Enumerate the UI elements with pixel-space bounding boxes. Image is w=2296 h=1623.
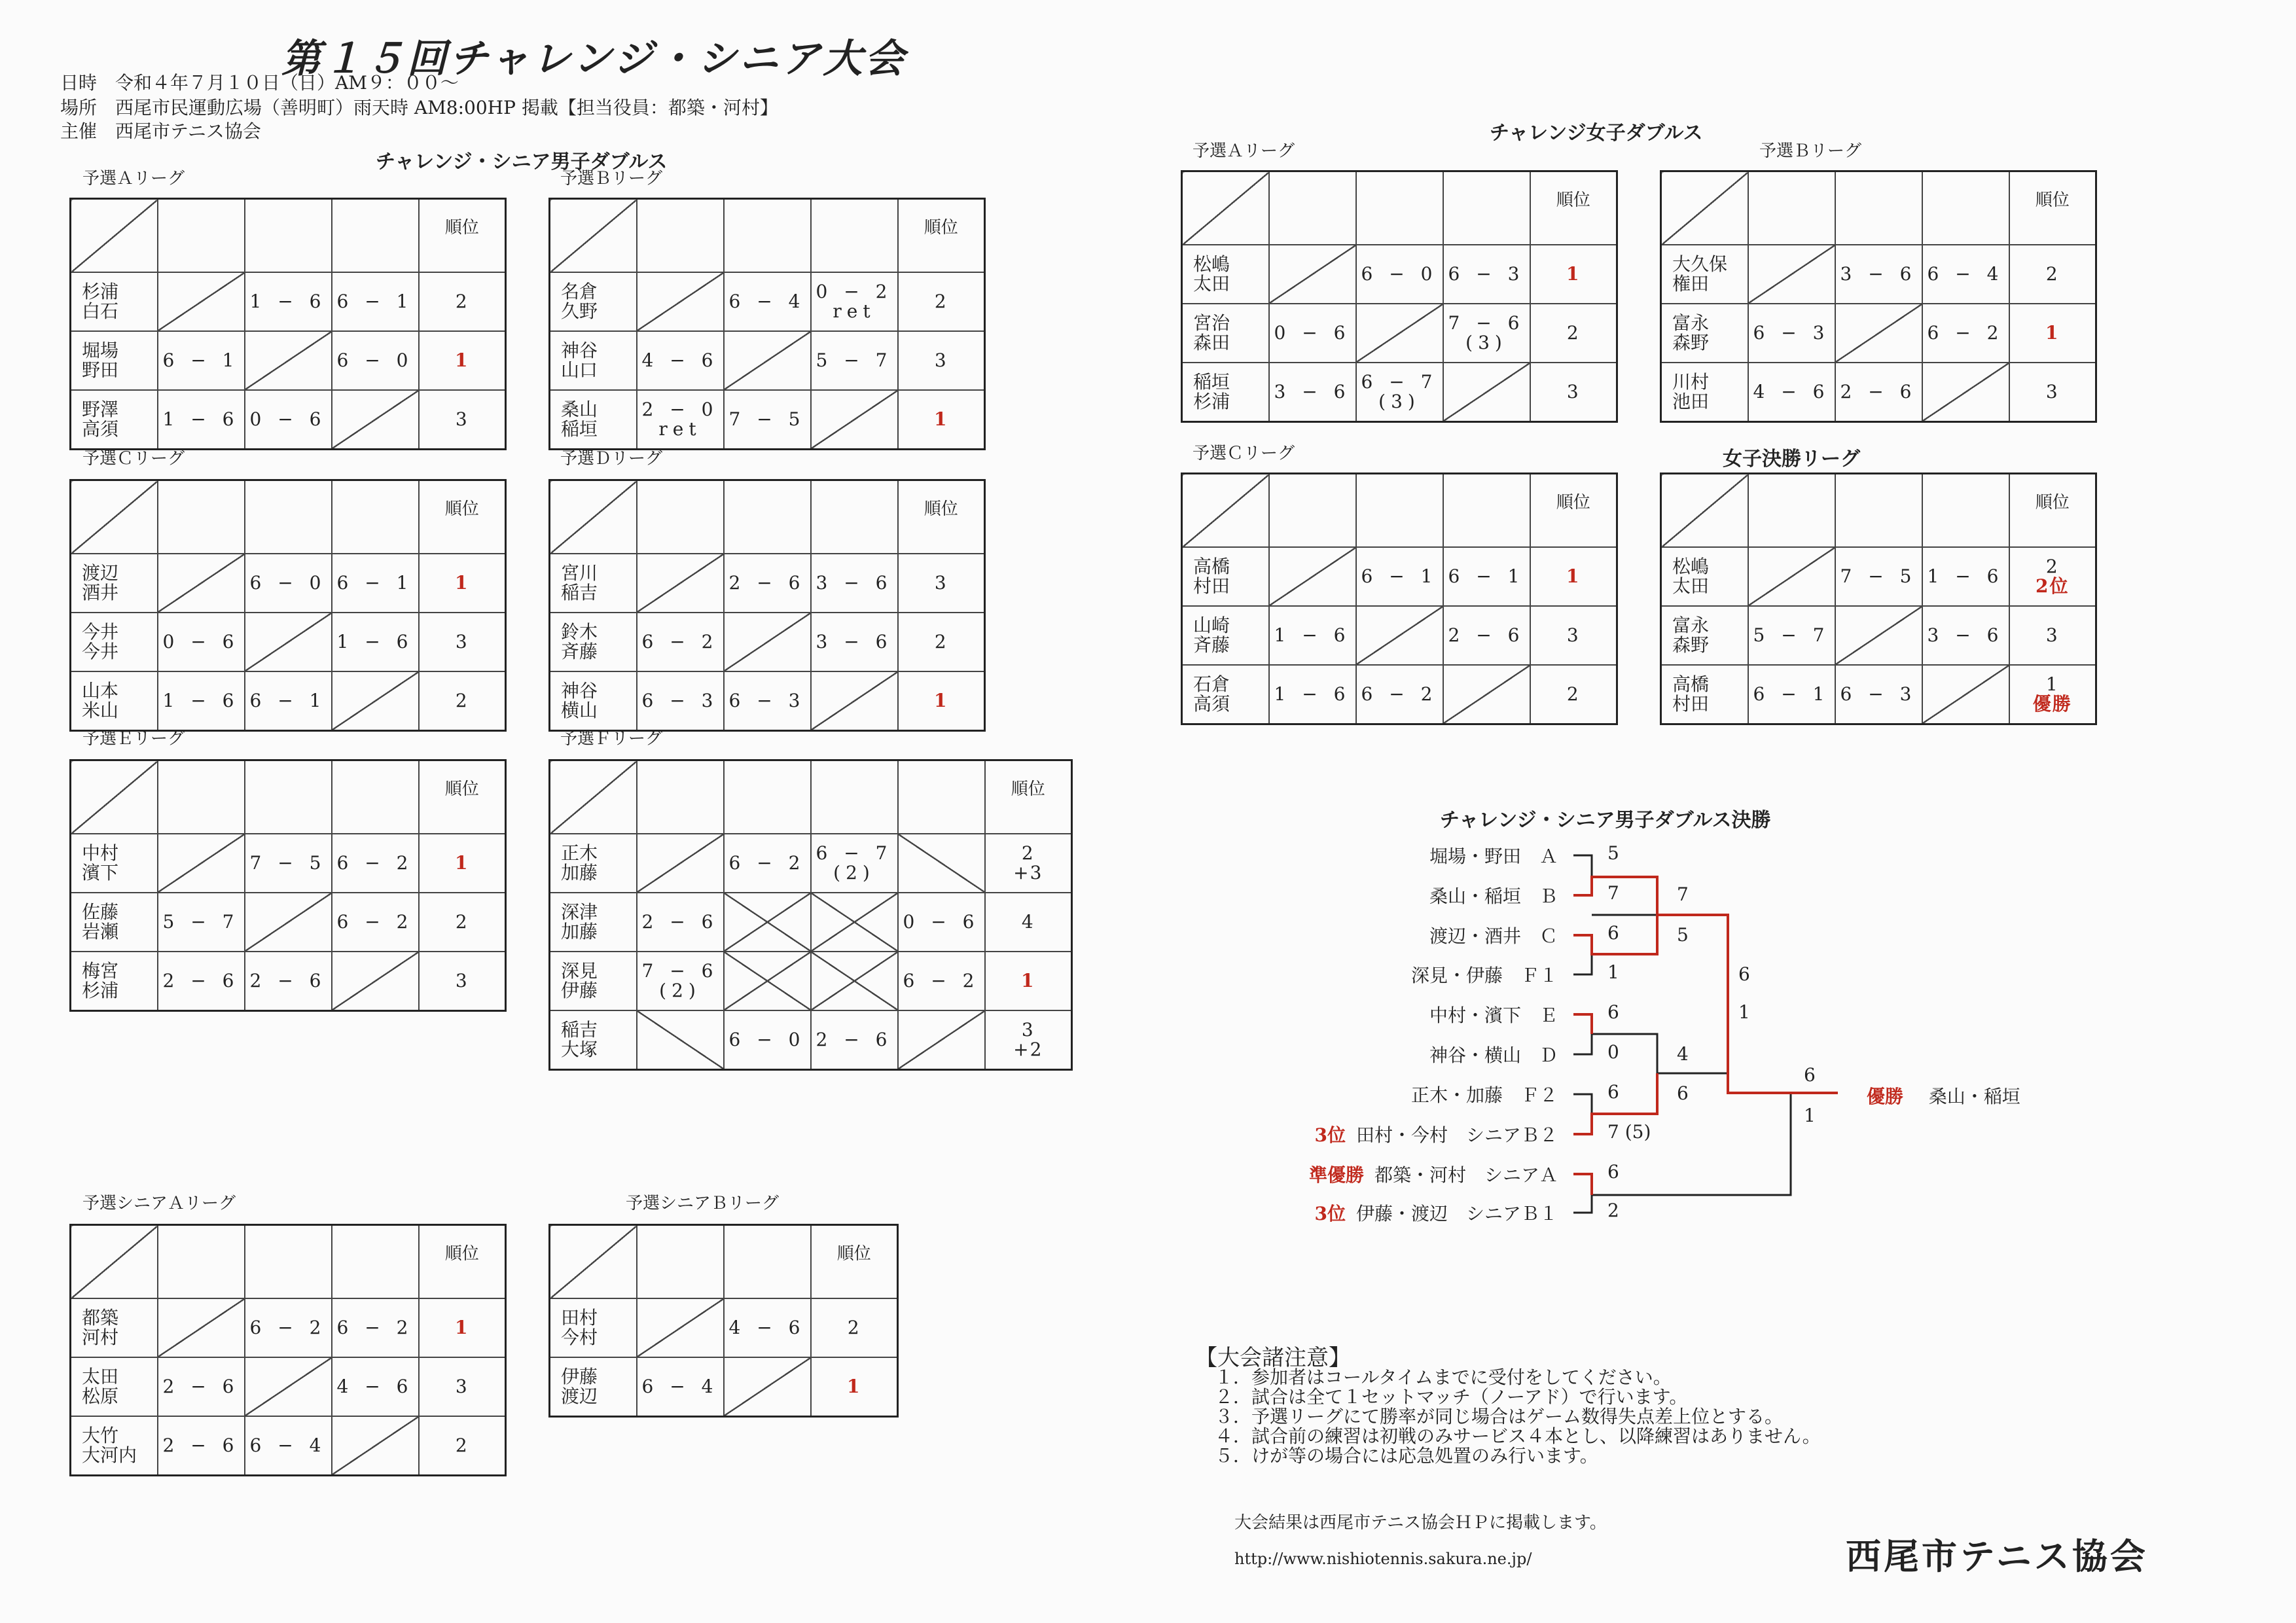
score-cell: 6 − 0	[245, 554, 332, 613]
score-cell: 5 − 7	[811, 331, 898, 390]
score-cell: 7 − 5	[1835, 547, 1922, 606]
score-cell: 7 − 6 (2)	[637, 952, 724, 1010]
score-cell: 2 − 6	[245, 952, 332, 1011]
rank-cell: 2	[898, 613, 985, 671]
bracket-entry	[1165, 842, 1558, 868]
rank-header: 順位	[419, 199, 506, 273]
bracket-team: 深見・伊藤 Ｆ１	[1410, 965, 1558, 986]
bracket-team: 神谷・横山 Ｄ	[1429, 1044, 1558, 1066]
round2-score: 4	[1677, 1043, 1689, 1065]
date-line: 日時 令和４年７月１０日（日）AM９：００～	[60, 72, 459, 94]
score-cell: 7 − 5	[245, 834, 332, 893]
footer-org: 西尾市テニス協会	[1846, 1536, 2148, 1577]
notes	[1195, 1345, 1821, 1467]
team-names: 宮川 稲吉	[550, 554, 637, 613]
bracket-entry	[1165, 1081, 1558, 1107]
score-cell: 0 − 2 ret	[811, 272, 898, 331]
rank-cell: 2	[1530, 665, 1617, 724]
score-cell: 6 − 1	[158, 331, 245, 390]
score-cell: 6 − 2	[637, 613, 724, 671]
team-names: 山本 米山	[71, 671, 158, 731]
semi-score: 6	[1738, 963, 1750, 985]
bracket-line	[1573, 855, 1592, 877]
rank-note: 2位	[2036, 575, 2070, 597]
score-cell: 6 − 7 (3)	[1356, 363, 1443, 422]
score-cell: 6 − 2	[724, 834, 811, 893]
score-cell: 2 − 6	[1835, 363, 1922, 422]
league-label: 予選Ｅリーグ	[82, 729, 185, 749]
bracket-entry	[1165, 1161, 1558, 1187]
score-cell: 1 − 6	[245, 272, 332, 331]
score-cell: 6 − 1	[332, 272, 419, 331]
team-names: 梅宮 杉浦	[71, 952, 158, 1011]
rank-cell: 3	[419, 390, 506, 450]
score-cell: 2 − 6	[637, 893, 724, 952]
rank-cell: 1	[811, 1357, 898, 1417]
bracket-entry	[1165, 1200, 1558, 1226]
team-names: 山崎 斉藤	[1182, 606, 1269, 665]
rank-header: 順位	[2009, 171, 2096, 245]
team-names: 田村 今村	[550, 1298, 637, 1357]
rank-cell: 3	[419, 1357, 506, 1416]
bracket-score: 5	[1607, 842, 1619, 864]
bracket-entry	[1165, 961, 1558, 988]
rank-header: 順位	[419, 760, 506, 834]
score-cell: 7 − 6 (3)	[1443, 304, 1530, 363]
note-item: ５．けが等の場合には応急処置のみ行います。	[1215, 1445, 1598, 1467]
bracket-score: 6	[1607, 1081, 1619, 1103]
rank-header: 順位	[898, 199, 985, 273]
page-title: 第１５回チャレンジ・シニア大会	[281, 36, 907, 82]
rank-cell: 1	[2009, 304, 2096, 363]
rank-cell: 3	[898, 554, 985, 613]
score-cell: 1 − 6	[1922, 547, 2009, 606]
team-names: 野澤 高須	[71, 390, 158, 450]
team-names: 高橋 村田	[1182, 547, 1269, 606]
rank-cell: 3	[419, 613, 506, 671]
score-cell: 6 − 3	[637, 671, 724, 731]
bracket-score: 7 (5)	[1607, 1121, 1651, 1143]
round2-score: 6	[1677, 1082, 1689, 1104]
bracket-team: 堀場・野田 Ａ	[1429, 846, 1558, 867]
bracket-score: 0	[1607, 1041, 1619, 1063]
score-cell: 0 − 6	[898, 893, 985, 952]
rank-cell: 1	[985, 952, 1072, 1010]
rank-cell: 2	[1530, 304, 1617, 363]
score-cell: 0 − 6	[1269, 304, 1356, 363]
rank-cell: 3	[2009, 363, 2096, 422]
rank-value: 1	[2045, 673, 2059, 695]
team-names: 富永 森野	[1661, 606, 1748, 665]
score-cell: 6 − 1	[245, 671, 332, 731]
rank-cell: 2	[2009, 245, 2096, 304]
team-names: 都築 河村	[71, 1298, 158, 1357]
league-label: 予選シニアＡリーグ	[82, 1194, 236, 1213]
rank-cell: 2	[419, 272, 506, 331]
score-cell: 6 − 7 (2)	[811, 834, 898, 893]
rank-header: 順位	[1530, 474, 1617, 548]
bracket-entry	[1165, 1041, 1558, 1067]
placement-label: 3位	[1314, 1203, 1346, 1224]
score-cell: 6 − 2	[1356, 665, 1443, 724]
score-cell: 3 − 6	[811, 613, 898, 671]
score-cell: 6 − 0	[1356, 245, 1443, 304]
league-label: 予選Ａリーグ	[1193, 141, 1295, 161]
team-names: 太田 松原	[71, 1357, 158, 1416]
rank-cell: 1	[419, 554, 506, 613]
note-item: ２．試合は全て１セットマッチ（ノーアド）で行います。	[1215, 1386, 1688, 1408]
score-cell: 4 − 6	[724, 1298, 811, 1357]
website-link[interactable]: http://www.nishiotennis.sakura.ne.jp/	[1234, 1550, 1532, 1568]
team-names: 中村 濱下	[71, 834, 158, 893]
score-cell: 2 − 6	[811, 1010, 898, 1070]
rank-cell: 2	[419, 893, 506, 952]
round2-score: 7	[1677, 883, 1689, 905]
bracket-line	[1573, 1034, 1592, 1054]
result-note: 大会結果は西尾市テニス協会ＨＰに掲載します。	[1234, 1513, 1607, 1533]
team-names: 松嶋 太田	[1661, 547, 1748, 606]
team-names: 高橋 村田	[1661, 665, 1748, 724]
score-cell: 5 − 7	[158, 893, 245, 952]
team-names: 川村 池田	[1661, 363, 1748, 422]
rank-header: 順位	[419, 1225, 506, 1299]
score-cell: 6 − 0	[724, 1010, 811, 1070]
team-names: 松嶋 太田	[1182, 245, 1269, 304]
team-names: 宮治 森田	[1182, 304, 1269, 363]
score-cell: 7 − 5	[724, 390, 811, 450]
women-section-title: チャレンジ女子ダブルス	[1490, 122, 1703, 145]
bracket-score: 2	[1607, 1200, 1619, 1221]
bracket-team: 伊藤・渡辺 シニアＢ１	[1355, 1203, 1558, 1224]
league-label: 予選Ｃリーグ	[1193, 444, 1295, 463]
team-names: 杉浦 白石	[71, 272, 158, 331]
bracket-title: チャレンジ・シニア男子ダブルス決勝	[1440, 809, 1771, 832]
score-cell: 4 − 6	[1748, 363, 1835, 422]
bracket-line	[1592, 1034, 1657, 1073]
bracket-score: 6	[1607, 1161, 1619, 1183]
score-cell: 6 − 2	[332, 834, 419, 893]
score-cell: 3 − 6	[1269, 363, 1356, 422]
bracket-line-winner	[1573, 1174, 1592, 1195]
score-cell: 6 − 3	[724, 671, 811, 731]
score-cell: 6 − 0	[332, 331, 419, 390]
rank-header: 順位	[2009, 474, 2096, 548]
score-cell: 6 − 3	[1835, 665, 1922, 724]
final-score: 1	[1804, 1105, 1816, 1126]
team-names: 深見 伊藤	[550, 952, 637, 1010]
bracket-line	[1573, 954, 1592, 974]
rank-header: 順位	[985, 760, 1072, 834]
placement-label: 準優勝	[1308, 1164, 1364, 1186]
score-cell: 6 − 2	[332, 893, 419, 952]
placement-label: 3位	[1314, 1124, 1346, 1146]
team-names: 鈴木 斉藤	[550, 613, 637, 671]
score-cell: 6 − 1	[1443, 547, 1530, 606]
score-cell: 2 − 0 ret	[637, 390, 724, 450]
league-label: 予選Ｂリーグ	[1759, 141, 1862, 161]
champion-label: 優勝	[1867, 1086, 1904, 1107]
score-cell: 6 − 2	[245, 1298, 332, 1357]
score-cell: 6 − 3	[1443, 245, 1530, 304]
bracket-entry	[1165, 882, 1558, 908]
league-label: 予選Ｂリーグ	[560, 169, 663, 188]
rank-cell: 3	[2009, 606, 2096, 665]
rank-cell: 1	[419, 834, 506, 893]
rank-note: 優勝	[2032, 693, 2072, 715]
league-label: 予選Ｃリーグ	[82, 449, 185, 469]
team-names: 今井 今井	[71, 613, 158, 671]
score-cell: 2 − 6	[158, 952, 245, 1011]
team-names: 伊藤 渡辺	[550, 1357, 637, 1417]
team-names: 富永 森野	[1661, 304, 1748, 363]
score-cell: 0 − 6	[245, 390, 332, 450]
note-item: １．参加者はコールタイムまでに受付をしてください。	[1215, 1366, 1672, 1388]
champion	[1867, 1082, 2020, 1109]
team-names: 佐藤 岩瀬	[71, 893, 158, 952]
score-cell: 1 − 6	[158, 671, 245, 731]
score-cell: 3 − 6	[1922, 606, 2009, 665]
bracket-team: 都築・河村 シニアＡ	[1374, 1164, 1558, 1186]
notes-heading: 【大会諸注意】	[1195, 1345, 1351, 1371]
rank-cell: 3	[419, 952, 506, 1011]
women-final-title: 女子決勝リーグ	[1723, 448, 1860, 471]
rank-header: 順位	[1530, 171, 1617, 245]
score-cell: 1 − 6	[158, 390, 245, 450]
rank-cell: 3	[898, 331, 985, 390]
score-cell: 2 − 6	[158, 1357, 245, 1416]
team-names: 正木 加藤	[550, 834, 637, 893]
rank-cell: 1	[419, 1298, 506, 1357]
bracket-line-winner	[1573, 1014, 1592, 1034]
score-cell: 3 − 6	[811, 554, 898, 613]
bracket-entry	[1165, 1001, 1558, 1027]
team-names: 大竹 大河内	[71, 1416, 158, 1476]
score-cell: 1 − 6	[1269, 606, 1356, 665]
team-names: 稲吉 大塚	[550, 1010, 637, 1070]
team-names: 桑山 稲垣	[550, 390, 637, 450]
rank-cell: 1	[1530, 245, 1617, 304]
league-label: 予選Ｄリーグ	[560, 449, 663, 469]
bracket-line	[1573, 1195, 1592, 1213]
bracket-entry	[1165, 922, 1558, 948]
league-label: 予選Ａリーグ	[82, 169, 185, 188]
score-cell: 4 − 6	[637, 331, 724, 390]
rank-cell: 4	[985, 893, 1072, 952]
score-cell: 6 − 4	[245, 1416, 332, 1476]
score-cell: 6 − 1	[1748, 665, 1835, 724]
note-item: ４．試合前の練習は初戦のみサービス４本とし、以降練習はありません。	[1215, 1425, 1821, 1447]
rank-cell: 2 +3	[985, 834, 1072, 893]
bracket-line	[1657, 1073, 1728, 1093]
score-cell: 6 − 1	[1356, 547, 1443, 606]
bracket-line	[1592, 915, 1657, 955]
rank-header: 順位	[898, 480, 985, 554]
team-names: 神谷 横山	[550, 671, 637, 731]
final-score: 6	[1804, 1064, 1816, 1086]
men-section-title: チャレンジ・シニア男子ダブルス	[376, 151, 668, 173]
rank-header: 順位	[419, 480, 506, 554]
score-cell: 4 − 6	[332, 1357, 419, 1416]
team-names: 石倉 高須	[1182, 665, 1269, 724]
rank-cell: 2	[419, 671, 506, 731]
team-names: 堀場 野田	[71, 331, 158, 390]
score-cell: 6 − 4	[1922, 245, 2009, 304]
score-cell: 6 − 2	[332, 1298, 419, 1357]
rank-cell: 1	[898, 390, 985, 450]
bracket-line	[1592, 1094, 1791, 1195]
team-names: 渡辺 酒井	[71, 554, 158, 613]
team-names: 神谷 山口	[550, 331, 637, 390]
round2-score: 5	[1677, 924, 1689, 946]
score-cell: 6 − 4	[637, 1357, 724, 1417]
rank-cell: 3	[1530, 606, 1617, 665]
host-line: 主催 西尾市テニス協会	[60, 120, 261, 142]
rank-cell: 2	[898, 272, 985, 331]
bracket-team: 桑山・稲垣 Ｂ	[1429, 885, 1558, 907]
rank-cell: 3 +2	[985, 1010, 1072, 1070]
team-names: 大久保 権田	[1661, 245, 1748, 304]
score-cell: 1 − 6	[332, 613, 419, 671]
rank-cell: 2	[419, 1416, 506, 1476]
rank-cell: 1	[898, 671, 985, 731]
bracket-entry	[1165, 1121, 1558, 1147]
team-names: 稲垣 杉浦	[1182, 363, 1269, 422]
bracket-score: 7	[1607, 882, 1619, 904]
rank-cell: 3	[1530, 363, 1617, 422]
bracket-score: 6	[1607, 922, 1619, 944]
score-cell: 6 − 3	[1748, 304, 1835, 363]
team-names: 名倉 久野	[550, 272, 637, 331]
score-cell: 6 − 4	[724, 272, 811, 331]
league-label: 予選シニアＢリーグ	[626, 1194, 780, 1213]
semi-score: 1	[1738, 1001, 1750, 1023]
score-cell: 1 − 6	[1269, 665, 1356, 724]
note-item: ３．予選リーグにて勝率が同じ場合はゲーム数得失点差上位とする。	[1215, 1406, 1784, 1427]
bracket-team: 中村・濱下 Ｅ	[1429, 1005, 1558, 1026]
score-cell: 2 − 6	[724, 554, 811, 613]
rank-cell: 2	[811, 1298, 898, 1357]
score-cell: 3 − 6	[1835, 245, 1922, 304]
score-cell: 0 − 6	[158, 613, 245, 671]
bracket-team: 渡辺・酒井 Ｃ	[1429, 925, 1558, 947]
bracket-score: 6	[1607, 1001, 1619, 1023]
bracket-team: 田村・今村 シニアＢ２	[1355, 1124, 1558, 1146]
score-cell: 2 − 6	[158, 1416, 245, 1476]
rank-cell: 1	[419, 331, 506, 390]
bracket-line	[1573, 1094, 1592, 1114]
rank-cell: 1	[1530, 547, 1617, 606]
score-cell: 6 − 2	[898, 952, 985, 1010]
venue-line: 場所 西尾市民運動広場（善明町）雨天時 AM8:00HP 掲載【担当役員：都築・河村】	[60, 97, 778, 118]
score-cell: 6 − 1	[332, 554, 419, 613]
bracket-score: 1	[1607, 961, 1619, 983]
score-cell: 6 − 2	[1922, 304, 2009, 363]
score-cell: 5 − 7	[1748, 606, 1835, 665]
champion-name: 桑山・稲垣	[1928, 1086, 2020, 1107]
score-cell: 2 − 6	[1443, 606, 1530, 665]
team-names: 深津 加藤	[550, 893, 637, 952]
league-label: 予選Ｆリーグ	[560, 729, 663, 749]
rank-header: 順位	[811, 1225, 898, 1299]
bracket-team: 正木・加藤 Ｆ２	[1410, 1084, 1558, 1106]
rank-value: 2	[2045, 556, 2059, 577]
